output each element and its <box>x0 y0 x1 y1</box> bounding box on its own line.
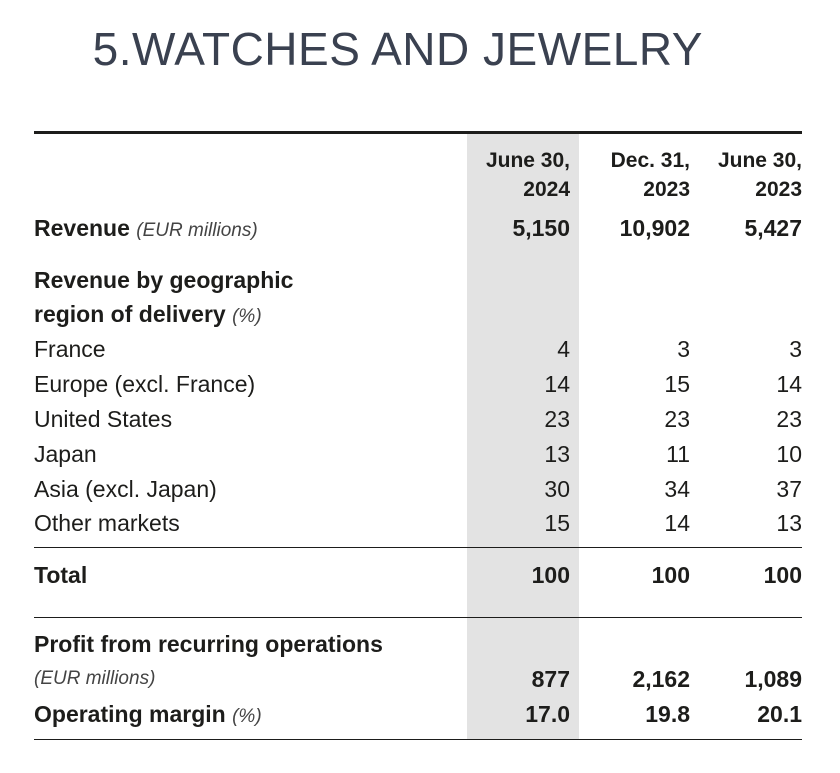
row-value: 15 <box>664 371 690 397</box>
row-label: Asia (excl. Japan) <box>34 476 217 502</box>
profit-value: 1,089 <box>744 666 802 692</box>
section-number: 5. <box>92 23 132 75</box>
profit-value: 2,162 <box>632 666 690 692</box>
row-value: 23 <box>776 406 802 432</box>
revenue-label: Revenue (EUR millions) <box>34 215 258 241</box>
row-value: 34 <box>664 476 690 502</box>
row-value: 13 <box>544 441 570 467</box>
profit-value: 877 <box>531 666 570 692</box>
row-value: 23 <box>664 406 690 432</box>
margin-value: 19.8 <box>645 701 690 727</box>
margin-value: 17.0 <box>525 701 570 727</box>
margin-value: 20.1 <box>757 701 802 727</box>
row-value: 10 <box>776 441 802 467</box>
total-value: 100 <box>651 562 690 588</box>
table-bottom-rule <box>34 739 802 740</box>
row-value: 4 <box>557 336 570 362</box>
row-label: France <box>34 336 106 362</box>
revenue-value: 10,902 <box>619 215 690 241</box>
row-value: 30 <box>544 476 570 502</box>
total-value: 100 <box>763 562 802 588</box>
row-value: 37 <box>776 476 802 502</box>
geo-heading-line2: region of delivery (%) <box>34 301 262 327</box>
row-label: Japan <box>34 441 97 467</box>
table-top-rule <box>34 131 802 134</box>
row-value: 14 <box>664 510 690 536</box>
revenue-value: 5,427 <box>744 215 802 241</box>
row-value: 14 <box>544 371 570 397</box>
row-label: Europe (excl. France) <box>34 371 256 397</box>
row-label: Other markets <box>34 510 180 536</box>
margin-label: Operating margin (%) <box>34 701 262 727</box>
row-value: 11 <box>666 441 690 467</box>
row-value: 3 <box>789 336 802 362</box>
row-value: 3 <box>677 336 690 362</box>
profit-unit: (EUR millions) <box>34 668 156 689</box>
total-rule <box>34 547 802 548</box>
profit-label: Profit from recurring operations <box>34 631 383 657</box>
section-title-text: WATCHES AND JEWELRY <box>132 23 703 75</box>
profit-rule <box>34 617 802 618</box>
row-value: 15 <box>544 510 570 536</box>
column-header-june-2024: June 30, 2024 <box>485 149 570 201</box>
section-title <box>34 22 703 76</box>
row-value: 23 <box>544 406 570 432</box>
column-header-june-2023: June 30, 2023 <box>717 149 802 201</box>
revenue-value: 5,150 <box>512 215 570 241</box>
total-label: Total <box>34 562 88 588</box>
geo-heading-line1: Revenue by geographic <box>34 267 294 293</box>
row-value: 14 <box>776 371 802 397</box>
row-value: 13 <box>776 510 802 536</box>
column-header-dec-2023: Dec. 31, 2023 <box>610 149 690 201</box>
row-label: United States <box>34 406 173 432</box>
total-value: 100 <box>531 562 570 588</box>
